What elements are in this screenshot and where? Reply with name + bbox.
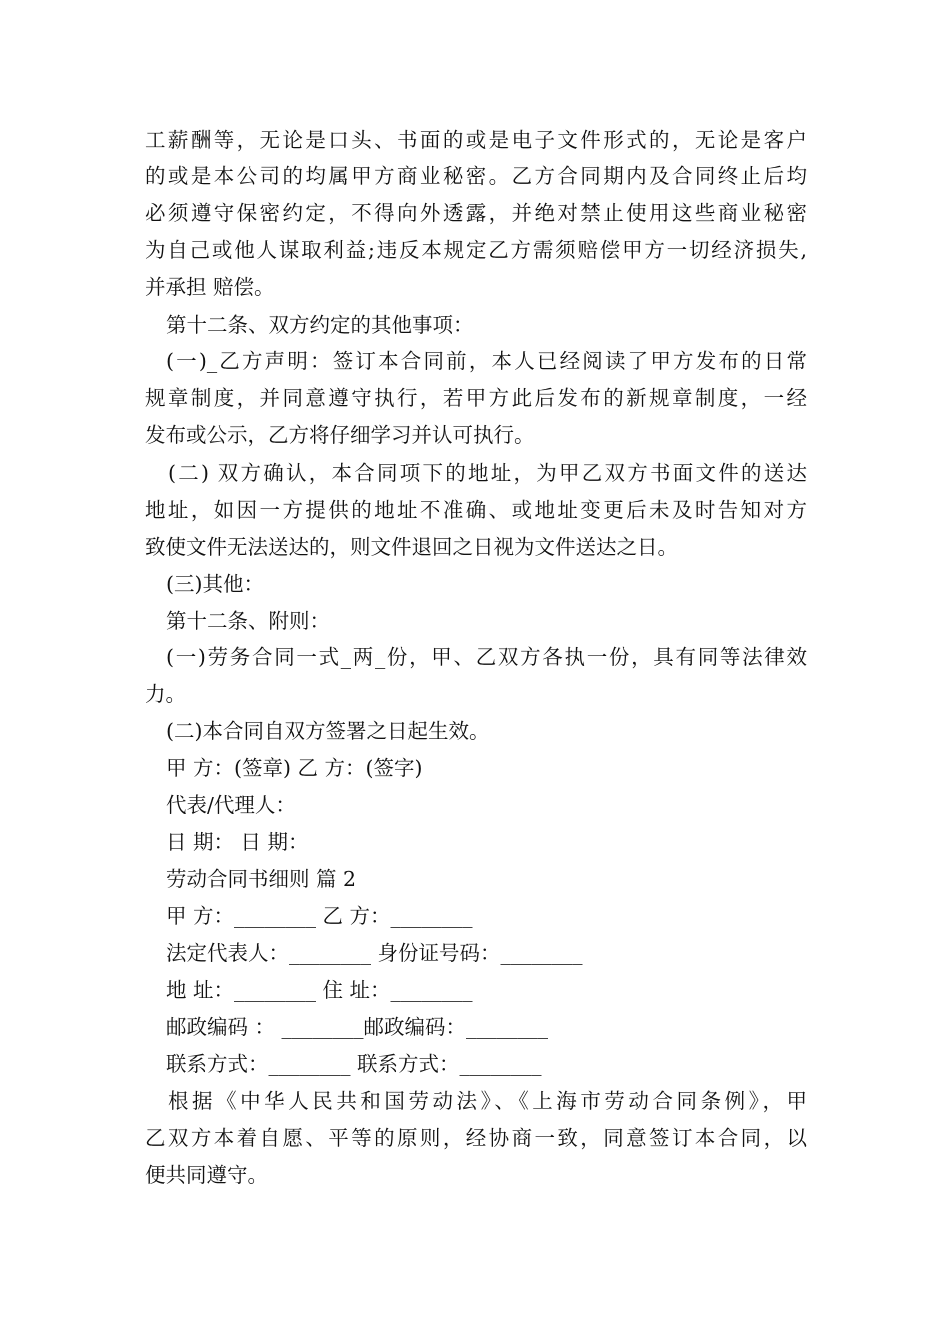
text-line: 为自己或他人谋取利益;违反本规定乙方需须赔偿甲方一切经济损失, <box>145 238 807 262</box>
postcode-fields: 邮政编码 ： ________邮政编码：________ <box>166 1015 549 1039</box>
text-line: (二)本合同自双方签署之日起生效。 <box>166 719 490 743</box>
text-line: 便共同遵守。 <box>145 1163 268 1187</box>
address-fields: 地 址：________ 住 址：________ <box>166 978 473 1002</box>
text-line: 必须遵守保密约定，不得向外透露，并绝对禁止使用这些商业秘密 <box>145 201 807 225</box>
text-line: 致使文件无法送达的，则文件退回之日视为文件送达之日。 <box>145 535 678 559</box>
text-line: (一)_乙方声明：签订本合同前，本人已经阅读了甲方发布的日常 <box>166 349 807 373</box>
party-fields: 甲 方：________ 乙 方：________ <box>166 904 473 928</box>
signature-representative: 代表/代理人： <box>166 793 296 817</box>
contact-fields: 联系方式：________ 联系方式：________ <box>166 1052 542 1076</box>
text-line: 规章制度，并同意遵守执行，若甲方此后发布的新规章制度，一经 <box>145 386 807 410</box>
signature-parties: 甲 方：(签章) 乙 方：(签字) <box>166 756 423 780</box>
section-title: 劳动合同书细则 篇 2 <box>166 867 357 891</box>
text-line: 乙双方本着自愿、平等的原则，经协商一致，同意签订本合同，以 <box>145 1126 807 1150</box>
text-line: 地址，如因一方提供的地址不准确、或地址变更后未及时告知对方 <box>145 498 807 522</box>
text-line: (三)其他： <box>166 572 264 596</box>
text-line: (一)劳务合同一式_两_份，甲、乙双方各执一份，具有同等法律效 <box>166 645 807 669</box>
text-line: 力。 <box>145 682 186 706</box>
text-line: 的或是本公司的均属甲方商业秘密。乙方合同期内及合同终止后均 <box>145 164 807 188</box>
article-heading: 第十二条、附则： <box>166 609 330 633</box>
text-line: 并承担 赔偿。 <box>145 275 275 299</box>
text-line: 根据《中华人民共和国劳动法》、《上海市劳动合同条例》，甲 <box>168 1089 807 1113</box>
text-line: (二) 双方确认，本合同项下的地址，为甲乙双方书面文件的送达 <box>168 461 807 485</box>
text-line: 工薪酬等，无论是口头、书面的或是电子文件形式的，无论是客户 <box>145 128 807 152</box>
text-line: 发布或公示，乙方将仔细学习并认可执行。 <box>145 423 535 447</box>
legal-rep-fields: 法定代表人：________ 身份证号码：________ <box>166 941 583 965</box>
article-heading: 第十二条、双方约定的其他事项： <box>166 313 474 337</box>
signature-dates: 日 期： 日 期： <box>166 830 309 854</box>
